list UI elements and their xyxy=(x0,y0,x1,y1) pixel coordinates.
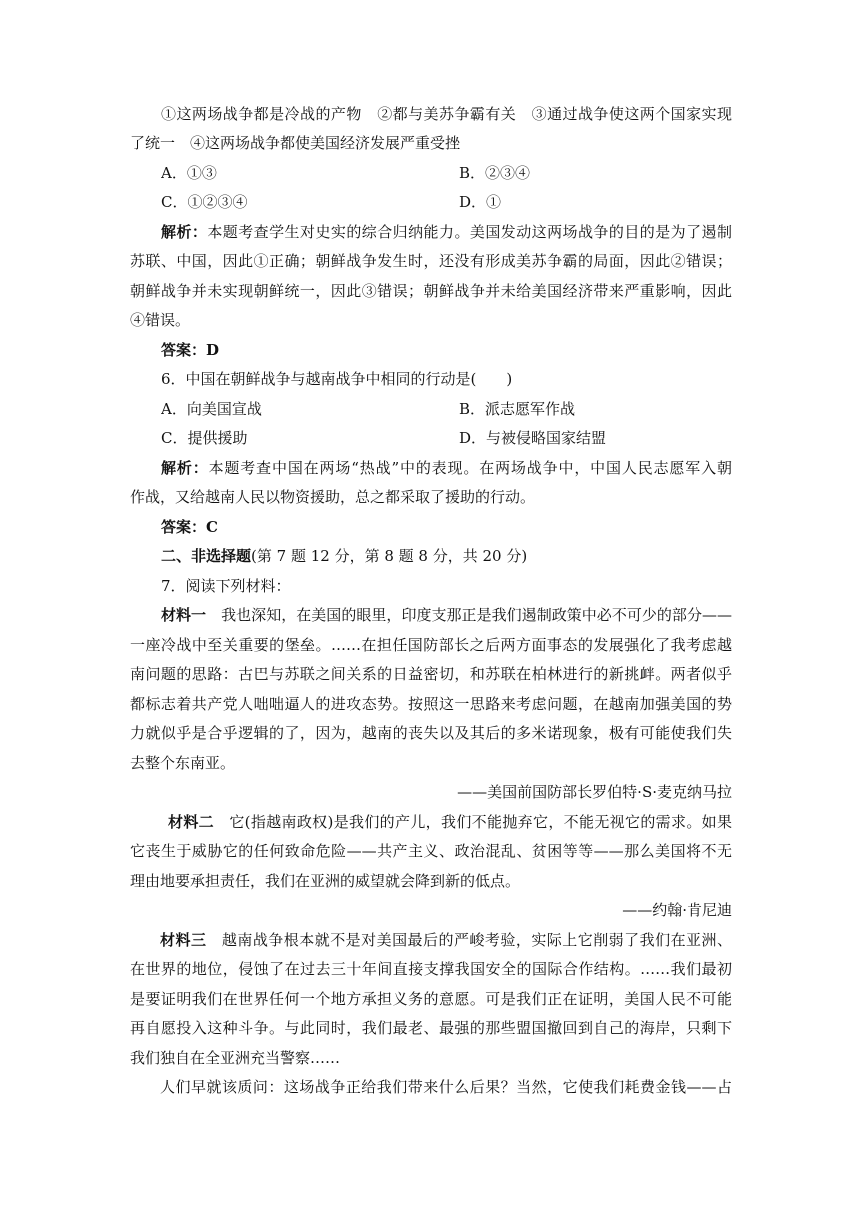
material3-line-4: 再自愿投入这种斗争。与此同时，我们最老、最强的那些盟国撤回到自己的海岸，只剩下 xyxy=(130,1019,732,1037)
material3-line-3: 是要证明我们在世界任何一个地方承担义务的意愿。可是我们正在证明，美国人民不可能 xyxy=(130,990,732,1008)
section-scoring: (第 7 题 12 分，第 8 题 8 分，共 20 分) xyxy=(251,547,528,565)
material3-line-1 xyxy=(160,930,732,950)
analysis-label: 解析： xyxy=(161,223,208,241)
material3-text: 越南战争根本就不是对美国最后的严峻考验，实际上它削弱了我们在亚洲、 xyxy=(206,931,732,949)
q5-option-d: D．① xyxy=(459,193,502,211)
q6-option-b: B．派志愿军作战 xyxy=(459,400,576,418)
material2-label: 材料二 xyxy=(168,813,214,831)
material2-line-3: 理由地要承担责任，我们在亚洲的威望就会降到新的低点。 xyxy=(130,872,521,890)
q6-analysis-line-1 xyxy=(161,458,732,478)
material2-text: 它(指越南政权)是我们的产儿，我们不能抛弃它，不能无视它的需求。如果 xyxy=(214,813,732,831)
q6-option-c: C．提供援助 xyxy=(161,429,248,447)
q6-answer xyxy=(161,517,732,537)
section-heading xyxy=(161,546,732,566)
q5-options-row-1 xyxy=(161,163,732,183)
q6-analysis-line-2: 作战，又给越南人民以物资援助，总之都采取了援助的行动。 xyxy=(130,488,536,506)
material2-line-1 xyxy=(168,812,732,832)
analysis-text: 本题考查学生对史实的综合归纳能力。美国发动这两场战争的目的是为了遏制 xyxy=(207,223,732,241)
analysis-label: 解析： xyxy=(161,459,209,477)
q7-stem: 7．阅读下列材料： xyxy=(161,577,291,595)
material1-label: 材料一 xyxy=(161,606,207,624)
material3-line-5: 我们独自在全亚洲充当警察…… xyxy=(130,1049,341,1067)
material3-line-6: 人们早就该质问：这场战争正给我们带来什么后果？当然，它使我们耗费金钱——占 xyxy=(160,1078,732,1096)
q5-option-c: C．①②③④ xyxy=(161,193,248,211)
material1-line-5: 力就似乎是合乎逻辑的了，因为，越南的丧失以及其后的多米诺现象，极有可能使我们失 xyxy=(130,724,732,742)
answer-value: D xyxy=(206,341,220,359)
q5-answer xyxy=(161,340,732,360)
material1-line-1 xyxy=(161,605,732,625)
q5-stem-line-1: ①这两场战争都是冷战的产物 ②都与美苏争霸有关 ③通过战争使这两个国家实现 xyxy=(161,105,732,123)
answer-value: C xyxy=(206,518,218,536)
material1-line-2: 一座冷战中至关重要的堡垒。……在担任国防部长之后两方面事态的发展强化了我考虑越 xyxy=(130,636,732,654)
q5-option-b: B．②③④ xyxy=(459,164,531,182)
q5-stem-line-2: 了统一 ④这两场战争都使美国经济发展严重受挫 xyxy=(130,134,461,152)
q6-options-row-1 xyxy=(161,399,732,419)
q6-option-d: D．与被侵略国家结盟 xyxy=(459,429,607,447)
q6-option-a: A．向美国宣战 xyxy=(161,400,262,418)
material2-line-2: 它丧生于威胁它的任何致命危险——共产主义、政治混乱、贫困等等——那么美国将不无 xyxy=(130,842,732,860)
answer-label: 答案： xyxy=(161,341,207,359)
analysis-text: 本题考查中国在两场“热战”中的表现。在两场战争中，中国人民志愿军入朝 xyxy=(208,459,732,477)
q6-stem: 6．中国在朝鲜战争与越南战争中相同的行动是( ) xyxy=(161,370,513,388)
material3-label: 材料三 xyxy=(160,931,207,949)
answer-label: 答案： xyxy=(161,518,207,536)
q5-options-row-2 xyxy=(161,192,732,212)
q6-options-row-2 xyxy=(161,428,732,448)
q5-option-a: A．①③ xyxy=(161,164,217,182)
material1-line-4: 都标志着共产党人咄咄逼人的进攻态势。按照这一思路来考虑问题，在越南加强美国的势 xyxy=(130,695,732,713)
material1-source: ——美国前国防部长罗伯特·S·麦克纳马拉 xyxy=(457,783,732,801)
q5-analysis-line-1 xyxy=(161,222,732,242)
material1-text: 我也深知，在美国的眼里，印度支那正是我们遏制政策中必不可少的部分—— xyxy=(206,606,732,624)
material3-line-2: 在世界的地位，侵蚀了在过去三十年间直接支撑我国安全的国际合作结构。……我们最初 xyxy=(130,960,732,978)
q5-analysis-line-3: 朝鲜战争并未实现朝鲜统一，因此③错误；朝鲜战争并未给美国经济带来严重影响，因此 xyxy=(130,282,732,300)
material2-source: ——约翰·肯尼迪 xyxy=(622,901,732,919)
section-title: 二、非选择题 xyxy=(161,547,252,565)
q5-analysis-line-4: ④错误。 xyxy=(130,311,191,329)
q5-analysis-line-2: 苏联、中国，因此①正确；朝鲜战争发生时，还没有形成美苏争霸的局面，因此②错误； xyxy=(130,252,732,270)
material1-line-3: 南问题的思路：古巴与苏联之间关系的日益密切，和苏联在柏林进行的新挑衅。两者似乎 xyxy=(130,665,732,683)
material1-line-6: 去整个东南亚。 xyxy=(130,754,236,772)
